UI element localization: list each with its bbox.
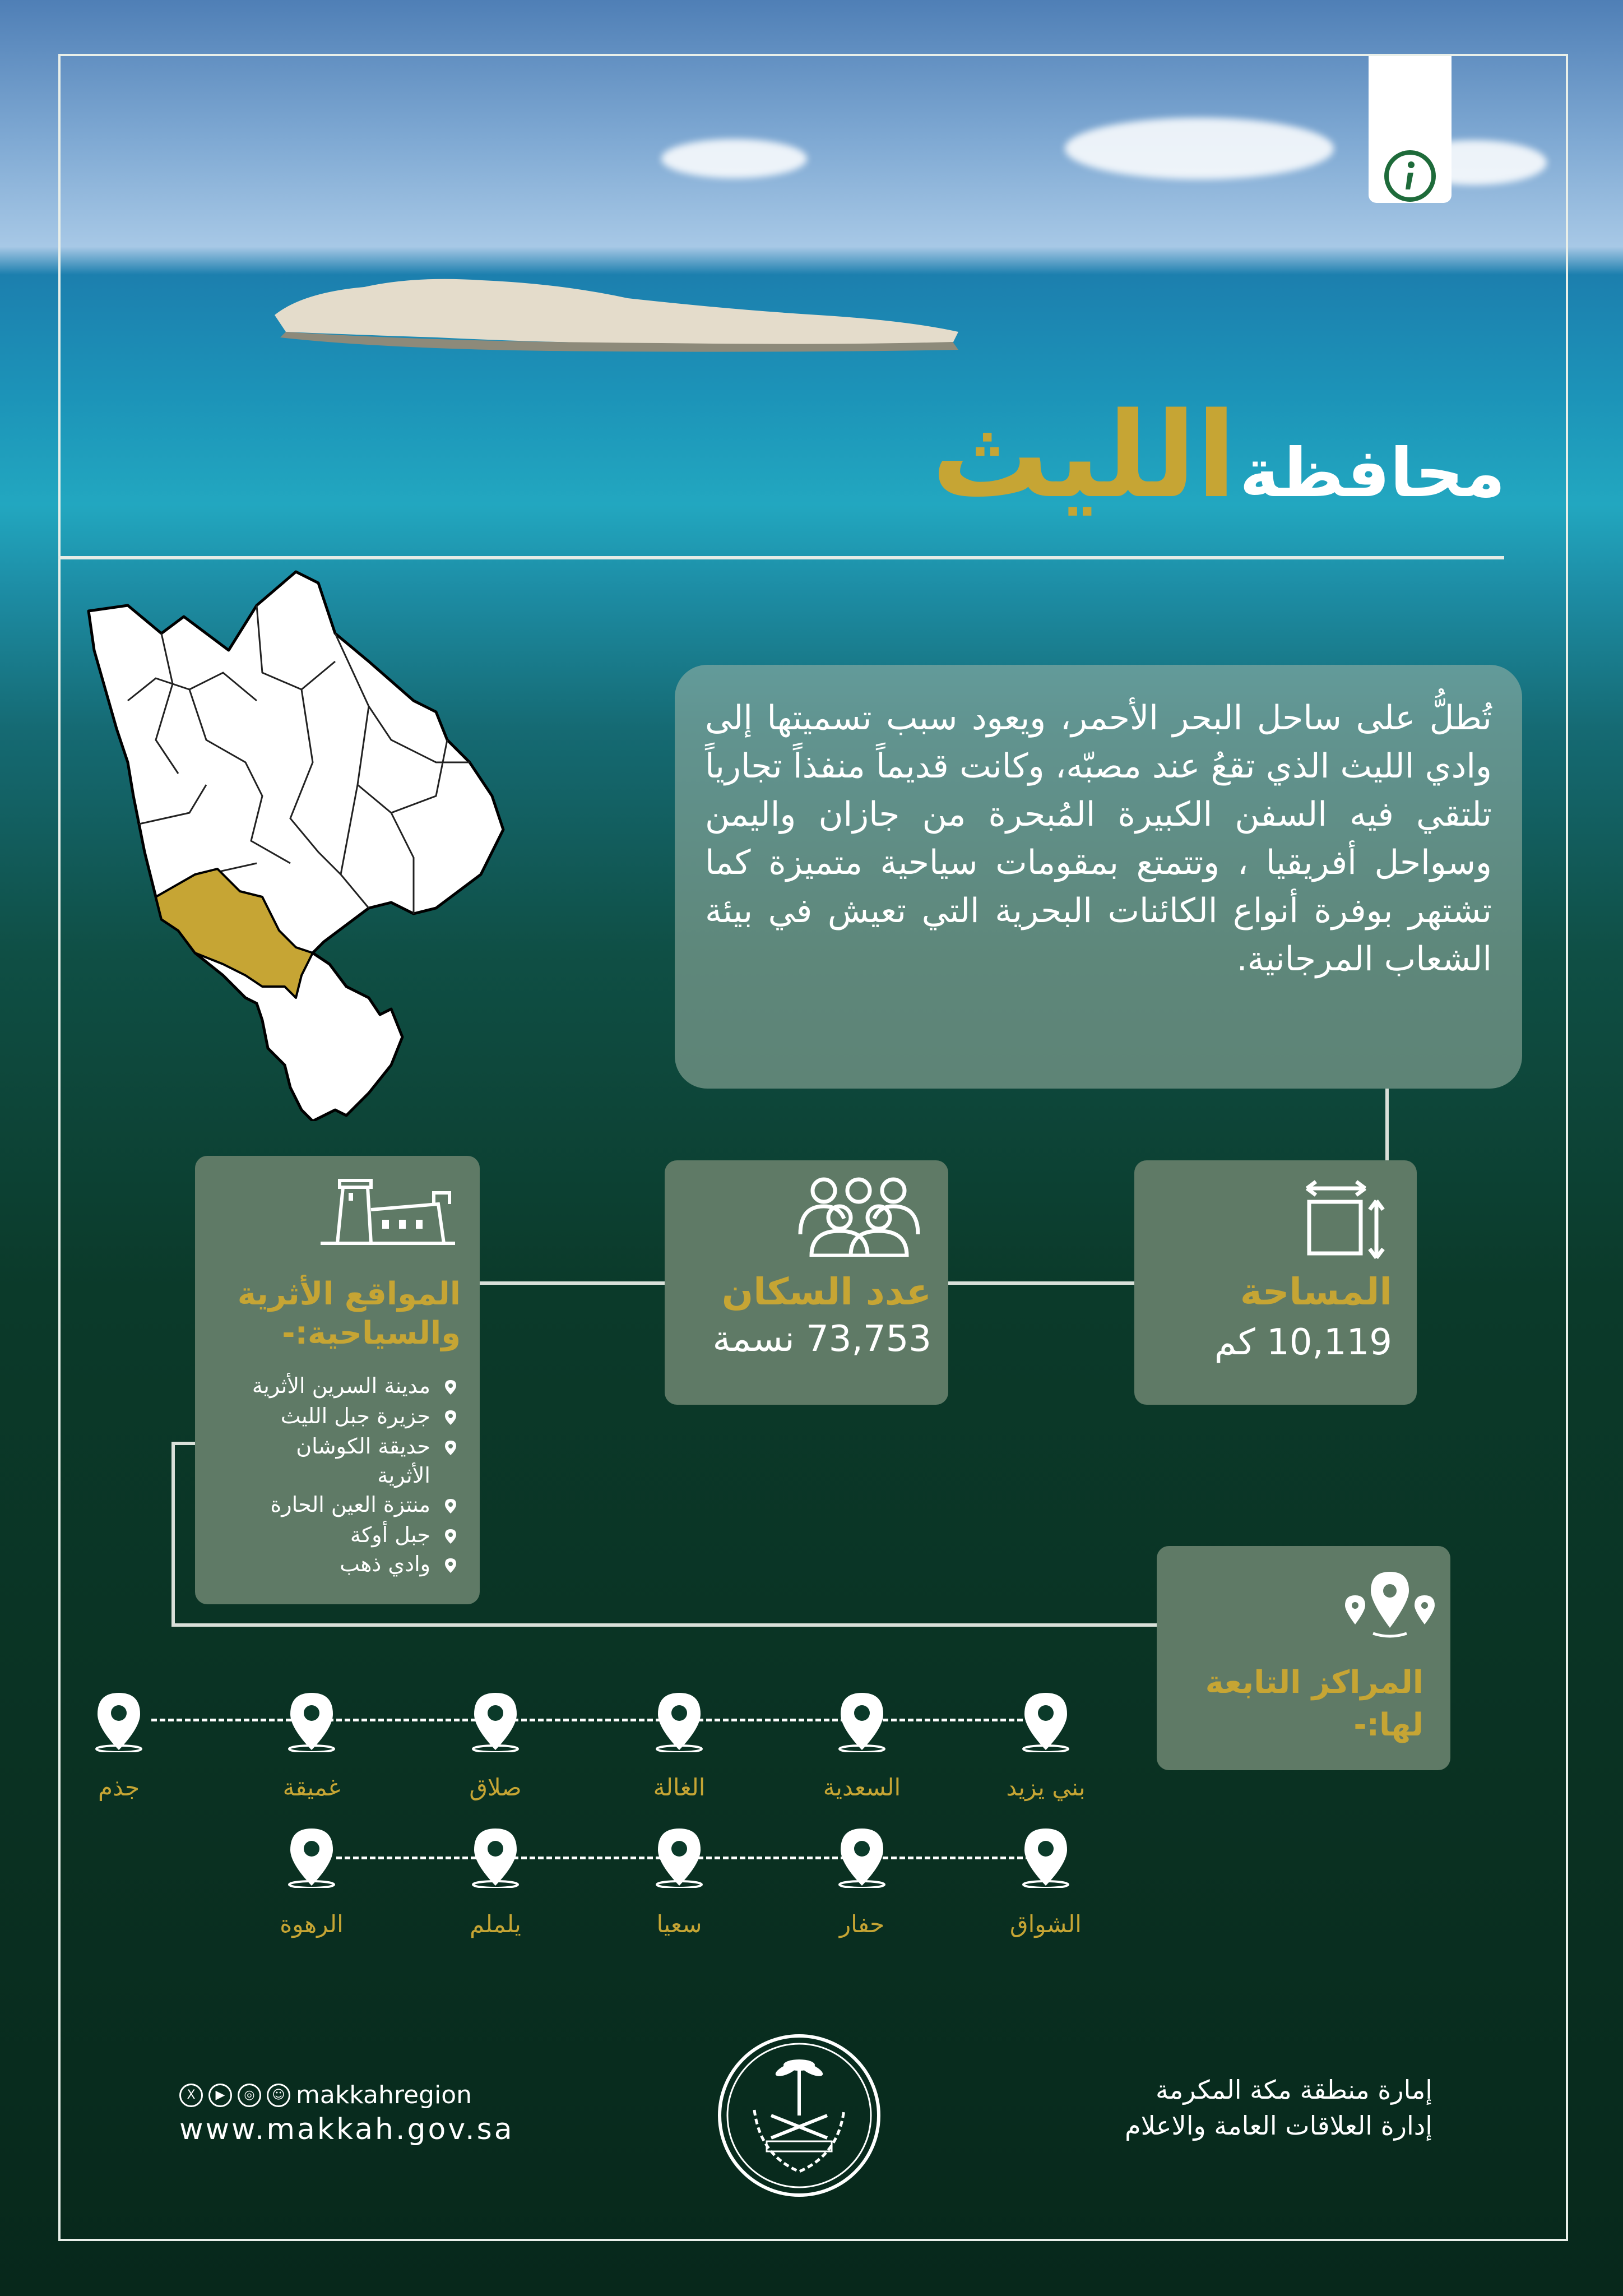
location-pin-icon (445, 1380, 456, 1395)
castle-icon (315, 1170, 457, 1249)
location-pin-icon (445, 1441, 456, 1455)
footer-organization (1125, 2072, 1432, 2144)
region-map (77, 561, 587, 1121)
centers-label-line2: لها:- (1353, 1707, 1423, 1743)
location-pin-icon (95, 1691, 142, 1752)
title-name: الليث (931, 387, 1237, 524)
centers-label (1205, 1661, 1423, 1747)
title-prefix: محافظة (1239, 434, 1505, 512)
center-name: بني يزيد (1006, 1774, 1086, 1801)
connector-line (171, 1623, 1157, 1627)
site-item: جبل أوكة (350, 1522, 456, 1547)
area-card (1134, 1160, 1417, 1405)
center-name: يلملم (470, 1910, 521, 1938)
youtube-icon[interactable]: ▶ (208, 2084, 232, 2107)
location-pin-icon (445, 1410, 456, 1425)
site-item: منتزة العين الحارة (270, 1492, 456, 1517)
dashed-connector (151, 1719, 1031, 1721)
location-pin-icon (445, 1529, 456, 1544)
location-pin-icon (656, 1826, 703, 1888)
org-line1: إمارة منطقة مكة المكرمة (1156, 2075, 1432, 2105)
site-item: وادي ذهب (340, 1552, 456, 1576)
area-label: المساحة (1240, 1270, 1392, 1313)
description-text: تُطلُّ على ساحل البحر الأحمر، ويعود سبب تسميتها إلى وادي الليث الذي تقعُ عند مصبّه، وكانت قديماً منفذاً تجارياً تلتقي فيه السفن الكبيرة المُبحرة من جازان واليمن وسواحل أفريقيا ، وتتمتع بمقومات سياحية متميزة كما تشتهر بوفرة أنواع الكائنات البحرية التي تعيش في بيئة الشعاب المرجانية. (705, 698, 1492, 979)
center-name: غميقة (282, 1774, 341, 1801)
population-card (665, 1160, 948, 1405)
location-pin-icon (472, 1826, 519, 1888)
sites-label (238, 1275, 461, 1353)
site-item-continued: الأثرية (377, 1463, 430, 1488)
center-name: سعيا (656, 1910, 702, 1938)
description-card (675, 665, 1522, 1089)
location-pin-icon (445, 1499, 456, 1513)
center-name: الغالة (653, 1774, 706, 1801)
location-pin-icon (472, 1691, 519, 1752)
page-title (931, 387, 1505, 524)
title-divider (58, 556, 1504, 559)
social-handle-row (179, 2081, 514, 2109)
centers-label-line1: المراكز التابعة (1205, 1664, 1423, 1701)
site-item: حديقة الكوشان (296, 1434, 456, 1459)
x-icon[interactable]: X (179, 2084, 203, 2107)
site-item: جزيرة جبل الليث (281, 1404, 456, 1428)
sites-label-line1: المواقع الأثرية (237, 1276, 461, 1312)
location-pin-icon (445, 1558, 456, 1573)
connector-line (171, 1442, 195, 1445)
sites-card (195, 1156, 480, 1604)
center-name: السعدية (823, 1774, 901, 1801)
center-name: الرهوة (280, 1910, 344, 1938)
info-circle-icon[interactable] (1383, 149, 1437, 203)
footer-contact (179, 2081, 514, 2146)
org-line2: إدارة العلاقات العامة والاعلام (1125, 2110, 1432, 2141)
center-name: جذم (98, 1774, 140, 1801)
site-item: مدينة السرين الأثرية (252, 1373, 456, 1398)
location-pin-icon (1022, 1826, 1069, 1888)
website-link[interactable]: www.makkah.gov.sa (179, 2113, 514, 2146)
location-pin-icon (288, 1826, 335, 1888)
saudi-emblem-logo (715, 2031, 883, 2200)
connector-line (171, 1442, 175, 1627)
info-tab (1369, 56, 1452, 203)
location-pin-icon (288, 1691, 335, 1752)
center-name: صلاق (469, 1774, 522, 1801)
location-pin-icon (838, 1691, 885, 1752)
center-name: الشواق (1010, 1910, 1082, 1938)
location-pins-icon (1339, 1566, 1440, 1639)
population-label: عدد السكان (721, 1270, 931, 1313)
people-group-icon (789, 1173, 929, 1257)
centers-card (1157, 1546, 1450, 1770)
area-resize-icon (1298, 1176, 1388, 1266)
location-pin-icon (838, 1826, 885, 1888)
area-value: 10,119 كم (1214, 1322, 1392, 1363)
sites-label-line2: والسياحية:- (282, 1315, 461, 1351)
snapchat-icon[interactable]: ☺ (267, 2084, 290, 2107)
location-pin-icon (656, 1691, 703, 1752)
social-handle[interactable]: makkahregion (296, 2081, 472, 2109)
location-pin-icon (1022, 1691, 1069, 1752)
population-value: 73,753 نسمة (712, 1318, 931, 1360)
connector-line (1385, 1089, 1389, 1160)
instagram-icon[interactable]: ◎ (238, 2084, 261, 2107)
center-name: حفار (839, 1910, 885, 1938)
